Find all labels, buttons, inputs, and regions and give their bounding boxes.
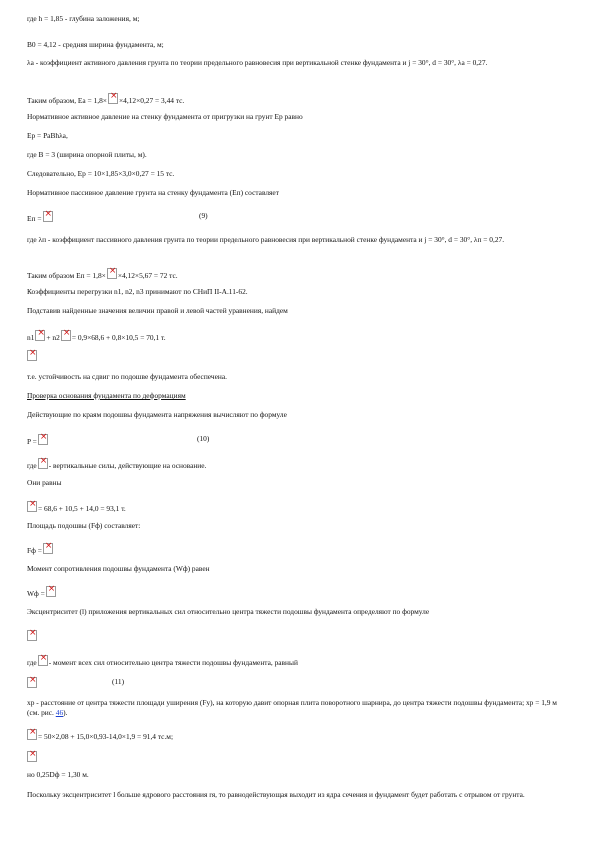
text-segment: = 50×2,08 + 15,0×0,93-14,0×1,9 = 91,4 тс.м; xyxy=(38,732,174,741)
text-segment: Таким образом Eп = 1,8× xyxy=(27,271,106,280)
broken-image-icon xyxy=(43,211,53,222)
paragraph: Поскольку эксцентриситет l больше ядрового расстояния rя, то равнодействующая выходит из ядра сечения и фундамент будет работать с отрывом от грунта. xyxy=(27,790,525,799)
broken-image-icon xyxy=(27,751,37,762)
text-line: Коэффициенты перегрузки n1, n2, n3 принимают по СНиП II-А.11-62. xyxy=(27,287,248,296)
broken-image-icon xyxy=(107,268,117,279)
formula-line xyxy=(27,434,567,447)
text-segment: - вертикальные силы, действующие на основание. xyxy=(48,461,207,470)
equation-number: (10) xyxy=(197,434,210,443)
text-line xyxy=(27,93,184,106)
text-line: Подставив найденные значения величин правой и левой частей уравнения, найдем xyxy=(27,306,288,315)
text-line: где B = 3 (ширина опорной плиты, м). xyxy=(27,150,147,159)
text-line: Эксцентриситет (l) приложения вертикальных сил относительно центра тяжести подошвы фундамента определяют по формуле xyxy=(27,607,430,616)
text-segment: + n2 xyxy=(46,333,60,342)
text-segment: Таким образом, Ea = 1,8× xyxy=(27,96,107,105)
text-segment: - момент всех сил относительно центра тяжести подошвы фундамента, равный xyxy=(48,658,298,667)
text-segment: ). xyxy=(63,708,68,717)
text-line xyxy=(27,655,298,668)
broken-image-icon xyxy=(27,677,37,688)
broken-image-icon xyxy=(27,630,37,641)
paragraph xyxy=(27,698,567,718)
text-segment: P = xyxy=(27,437,37,446)
formula-line xyxy=(27,211,567,224)
text-line xyxy=(27,268,178,281)
formula-line xyxy=(27,677,567,690)
text-segment: xp - расстояние от центра тяжести площади уширения (Fу), на которую давит опорная плита поворотного шарнира, до центра тяжести подошвы фундамента; xp = 1,9 м (см. рис. xyxy=(27,698,557,717)
text-line: где h = 1,85 - глубина заложения, м; xyxy=(27,14,140,23)
text-line: т.е. устойчивость на сдвиг по подошве фундамента обеспечена. xyxy=(27,372,227,381)
text-line: но 0,25Dф = 1,30 м. xyxy=(27,770,89,779)
broken-image-icon xyxy=(108,93,118,104)
text-segment: где xyxy=(27,658,37,667)
text-line: Нормативное активное давление на стенку фундамента от пригрузки на грунт Ep равно xyxy=(27,112,303,121)
text-segment: = 68,6 + 10,5 + 14,0 = 93,1 т. xyxy=(38,504,126,513)
broken-image-icon xyxy=(38,655,48,666)
text-segment: Wф = xyxy=(27,589,45,598)
text-line: Действующие по краям подошвы фундамента напряжения вычисляют по формуле xyxy=(27,410,287,419)
image-line xyxy=(27,751,38,764)
figure-link[interactable]: 46 xyxy=(55,708,64,717)
image-line xyxy=(27,630,38,643)
broken-image-icon xyxy=(38,458,48,469)
text-line xyxy=(27,330,166,343)
formula-line xyxy=(27,543,54,556)
text-line: B0 = 4,12 - средняя ширина фундамента, м; xyxy=(27,40,164,49)
broken-image-icon xyxy=(61,330,71,341)
text-line: Площадь подошвы (Fф) составляет: xyxy=(27,521,141,530)
paragraph: λа - коэффициент активного давления грунта по теории предельного равновесия при вертикальной стенке фундамента и j = 30°, d = 30°, λa = 0,27. xyxy=(27,58,488,67)
text-line: Они равны xyxy=(27,478,62,487)
text-line: Ep = PaBhλa, xyxy=(27,131,68,140)
broken-image-icon xyxy=(27,501,37,512)
broken-image-icon xyxy=(35,330,45,341)
text-segment: = 0,9×68,6 + 0,8×10,5 = 70,1 т. xyxy=(71,333,166,342)
broken-image-icon xyxy=(27,350,37,361)
text-segment: ×4,12×5,67 = 72 тс. xyxy=(117,271,178,280)
broken-image-icon xyxy=(38,434,48,445)
text-line xyxy=(27,729,173,742)
text-segment: где xyxy=(27,461,37,470)
broken-image-icon xyxy=(46,586,56,597)
formula-line xyxy=(27,586,57,599)
text-segment: Eп = xyxy=(27,214,42,223)
text-line xyxy=(27,501,126,514)
equation-number: (11) xyxy=(112,677,125,686)
image-line xyxy=(27,350,38,363)
equation-number: (9) xyxy=(199,211,208,220)
broken-image-icon xyxy=(27,729,37,740)
text-line: Момент сопротивления подошвы фундамента (Wф) равен xyxy=(27,564,210,573)
text-line xyxy=(27,458,206,471)
text-segment: Fф = xyxy=(27,546,42,555)
section-heading: Проверка основания фундамента по деформациям xyxy=(27,391,186,400)
text-line: Следовательно, Ep = 10×1,85×3,0×0,27 = 15 тс. xyxy=(27,169,175,178)
text-line: Нормативное пассивное давление грунта на стенку фундамента (Eп) составляет xyxy=(27,188,279,197)
paragraph: где λп - коэффициент пассивного давления грунта по теории предельного равновесия при вертикальной стенке фундамента и j = 30°, d = 30°, λп = 0,27. xyxy=(27,235,505,244)
broken-image-icon xyxy=(43,543,53,554)
text-segment: n1 xyxy=(27,333,35,342)
text-segment: ×4,12×0,27 = 3,44 тс. xyxy=(118,96,185,105)
